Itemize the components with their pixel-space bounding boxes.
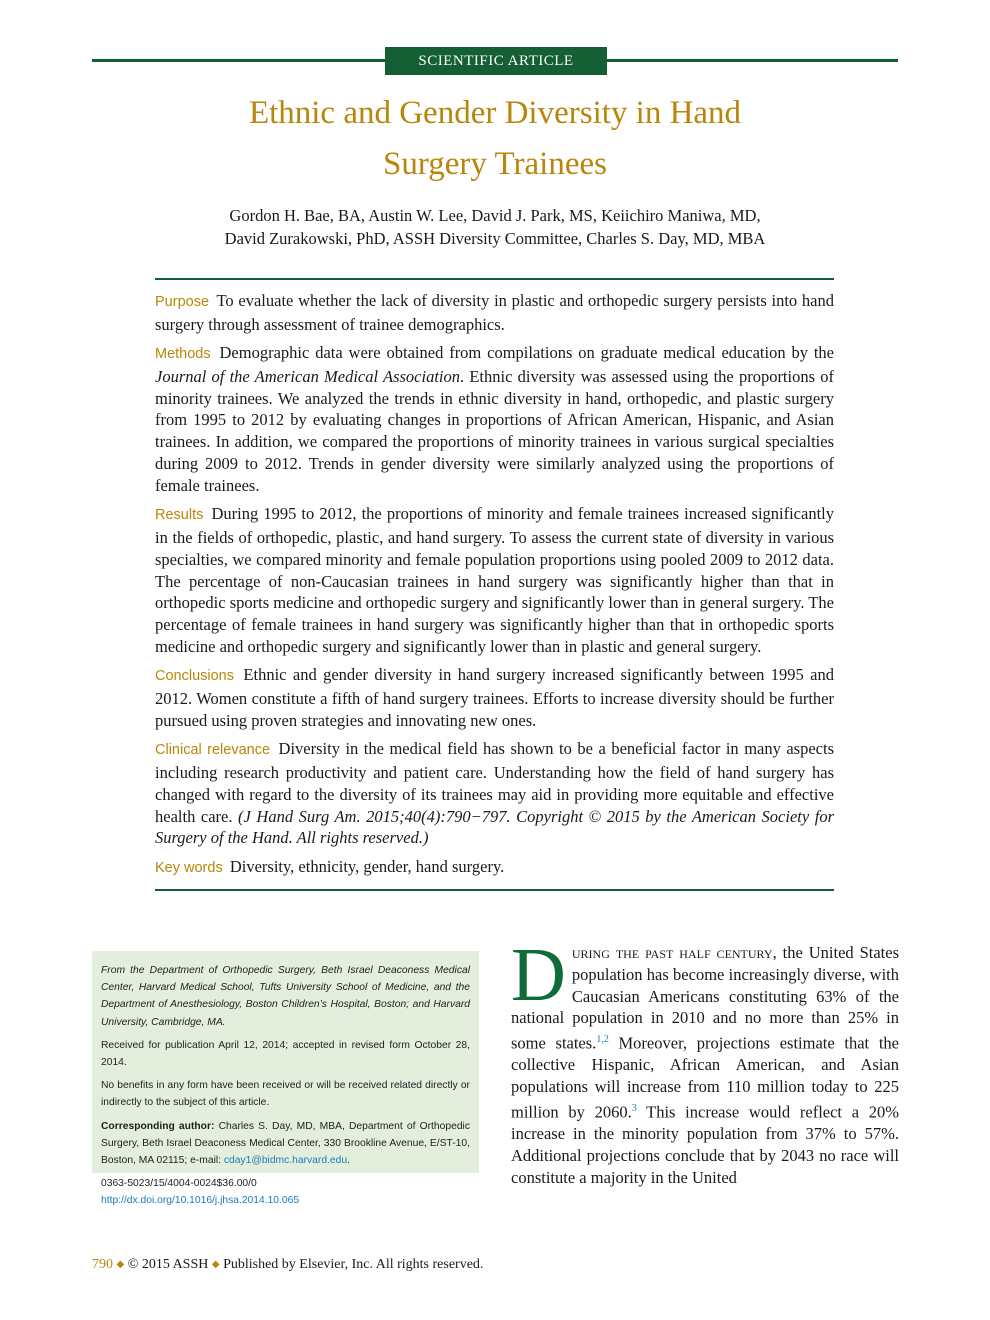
conclusions-label: Conclusions bbox=[155, 668, 234, 685]
keywords-label: Key words bbox=[155, 859, 223, 876]
abstract-purpose bbox=[155, 290, 834, 336]
abstract-results bbox=[155, 503, 834, 658]
methods-label: Methods bbox=[155, 346, 211, 363]
abstract-top-rule bbox=[155, 278, 834, 280]
affiliation-box bbox=[92, 951, 479, 1207]
identifiers bbox=[101, 1175, 470, 1209]
bullet-separator: ◆ bbox=[116, 1259, 125, 1270]
clinical-label: Clinical relevance bbox=[155, 742, 271, 759]
ref-link-1[interactable]: 1,2 bbox=[596, 1034, 609, 1046]
email-link[interactable]: cday1@bidmc.harvard.edu bbox=[223, 1155, 348, 1167]
clinical-text: Diversity in the medical field has shown to be a beneficial factor in many aspects including research productivity and patient care. Understanding how the field of hand surgery has changed with regard to the diversity of its trainees may aid in providing more equitable and effective health care. bbox=[155, 739, 835, 826]
corresponding-text: Charles S. Day, MD, MBA, Department of Orthopedic Surgery, Beth Israel Deaconess Medical Center, 330 Brookline Avenue, E/ST-10, Boston, MA 02115; e-mail: bbox=[101, 1120, 470, 1167]
drop-cap: D bbox=[511, 933, 566, 1017]
corresponding-label: Corresponding author: bbox=[101, 1120, 215, 1132]
received-dates: Received for publication April 12, 2014; accepted in revised form October 28, 2014. bbox=[101, 1039, 470, 1069]
author-list bbox=[120, 204, 870, 250]
conclusions-text: Ethnic and gender diversity in hand surgery increased significantly between 1995 and 2012. Women constitute a fifth of hand surgery trainees. Efforts to increase diversity should be further pursued using proven strategies and innovating new ones. bbox=[155, 665, 834, 730]
keywords-text: Diversity, ethnicity, gender, hand surgery. bbox=[229, 856, 505, 876]
abstract-keywords bbox=[155, 856, 834, 880]
abstract-conclusions bbox=[155, 664, 834, 731]
title-line-1: Ethnic and Gender Diversity in Hand bbox=[248, 95, 742, 131]
body-text-3: This increase would reflect a 20% increase in the minority population from 37% to 57%. Additional projections conclude that by 2043 no race will constitute a majority in the United bbox=[511, 1102, 899, 1187]
body-text bbox=[511, 933, 900, 1189]
purpose-text: To evaluate whether the lack of diversity in plastic and orthopedic surgery persists into hand surgery through assessment of trainee demographics. bbox=[155, 291, 835, 334]
abstract bbox=[155, 290, 834, 886]
issn: 0363-5023/15/4004-0024$36.00/0 bbox=[101, 1178, 257, 1190]
affiliation-from: From the Department of Orthopedic Surgery, Beth Israel Deaconess Medical Center, Harvard Medical School, Tufts University School of Medicine, and the Department of Anesthesiology, Boston Children’s Hospital, Boston; and Harvard University, Cambridge, MA. bbox=[101, 965, 470, 1028]
page-footer bbox=[92, 1257, 483, 1273]
article-title bbox=[120, 88, 870, 190]
title-line-2: Surgery Trainees bbox=[383, 146, 607, 182]
benefits-statement: No benefits in any form have been received or will be received related directly or indirectly to the subject of this article. bbox=[101, 1080, 470, 1109]
abstract-bottom-rule bbox=[155, 889, 834, 891]
author-line-1: Gordon H. Bae, BA, Austin W. Lee, David J. Park, MS, Keiichiro Maniwa, MD, bbox=[229, 206, 761, 225]
results-label: Results bbox=[155, 507, 204, 524]
results-text: During 1995 to 2012, the proportions of minority and female trainees increased significantly in the fields of orthopedic, plastic, and hand surgery. To assess the current state of diversity in various specialties, we compared minority and female population proportions using pooled 2009 to 2012 data. The percentage of non-Caucasian trainees in hand surgery was significantly higher than that in orthopedic sports medicine and orthopedic surgery and significantly lower than in general surgery. The percentage of female trainees in hand surgery was significantly higher than that in orthopedic sports medicine and orthopedic surgery and significantly lower than in plastic and general surgery. bbox=[155, 504, 835, 656]
footer-copyright: © 2015 ASSH bbox=[127, 1257, 209, 1272]
bullet-separator: ◆ bbox=[211, 1259, 220, 1270]
author-line-2: David Zurakowski, PhD, ASSH Diversity Committee, Charles S. Day, MD, MBA bbox=[224, 229, 766, 248]
footer-publisher: Published by Elsevier, Inc. All rights reserved. bbox=[223, 1257, 484, 1272]
body-text-1: the United States population has become increasingly diverse, with Caucasian Americans constituting 63% of the national population in 2010 and no more than 25% in some states. bbox=[511, 943, 900, 1053]
doi-link[interactable]: http://dx.doi.org/10.1016/j.jhsa.2014.10.065 bbox=[101, 1195, 300, 1207]
citation: (J Hand Surg Am. 2015;40(4):790−797. Copyright © 2015 by the American Society for Surgery of the Hand. All rights reserved.) bbox=[155, 806, 835, 848]
abstract-clinical-relevance bbox=[155, 738, 834, 849]
purpose-label: Purpose bbox=[155, 294, 210, 310]
lead-in: uring the past half century, bbox=[571, 943, 777, 962]
email-period: . bbox=[347, 1155, 350, 1167]
methods-journal: Journal of the American Medical Association bbox=[155, 366, 461, 386]
abstract-methods bbox=[155, 342, 834, 497]
section-tag: SCIENTIFIC ARTICLE bbox=[385, 47, 607, 75]
methods-text-b: . Ethnic diversity was assessed using the proportions of minority trainees. We analyzed the trends in ethnic diversity in hand, orthopedic, and plastic surgery from 1995 to 2012 by evaluating changes in proportions of African American, Hispanic, and Asian trainees. In addition, we compared the proportions of minority trainees in various surgical specialties during 2009 to 2012. Trends in gender diversity were similarly analyzed using the proportions of female trainees. bbox=[155, 366, 834, 495]
page-number: 790 bbox=[92, 1257, 113, 1272]
corresponding-author bbox=[101, 1118, 470, 1170]
ref-link-2[interactable]: 3 bbox=[631, 1103, 637, 1115]
methods-text-a: Demographic data were obtained from compilations on graduate medical education by the bbox=[219, 343, 834, 363]
body-text-2: Moreover, projections estimate that the collective Hispanic, African American, and Asian populations will increase from 110 million today to 225 million by 2060. bbox=[511, 1033, 899, 1122]
